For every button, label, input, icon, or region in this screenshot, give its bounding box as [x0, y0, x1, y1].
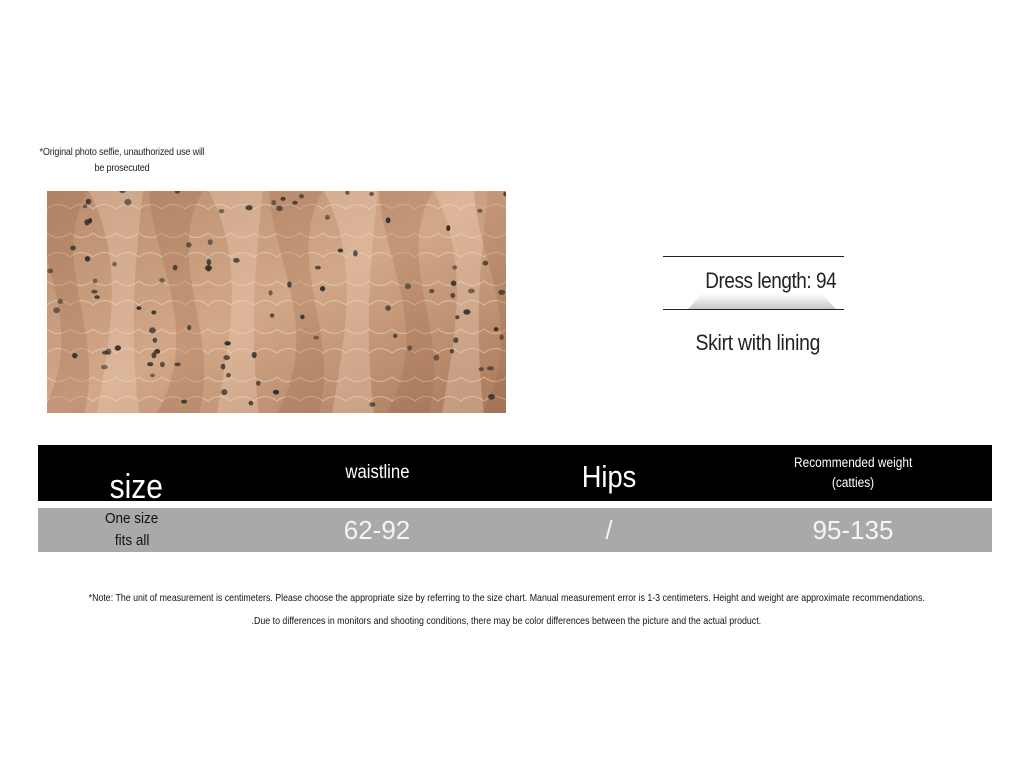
polka-dot: [186, 242, 192, 247]
header-recommended-weight: [753, 445, 953, 501]
polka-dot: [159, 278, 165, 283]
note-color-difference: .Due to differences in monitors and shooting conditions, there may be color differences between the picture and the actual product.: [251, 615, 762, 627]
polka-dot: [300, 315, 304, 320]
polka-dot: [488, 394, 495, 400]
polka-dot: [93, 279, 98, 284]
polka-dot: [175, 363, 181, 367]
polka-dot: [47, 269, 53, 274]
polka-dot: [226, 373, 231, 378]
polka-dot: [273, 390, 279, 395]
polka-dot: [494, 327, 499, 331]
tulle-fabric-image: [47, 191, 506, 413]
polka-dot: [452, 265, 457, 269]
polka-dot: [85, 256, 90, 261]
polka-dot: [270, 313, 274, 317]
polka-dot: [434, 355, 440, 361]
note-measurement: *Note: The unit of measurement is centimeters. Please choose the appropriate size by referring to the size chart. Manual measurement error is 1-3 centimeters. Height and weight are approximate recommendations.: [88, 592, 925, 604]
polka-dot: [463, 309, 470, 314]
polka-dot: [151, 310, 156, 314]
polka-dot: [223, 355, 230, 360]
polka-dot: [450, 293, 455, 298]
skirt-lining-label: Skirt with lining: [695, 330, 821, 355]
polka-dot: [386, 217, 391, 223]
row-waistline: 62-92: [343, 514, 411, 545]
polka-dot: [86, 199, 91, 205]
polka-dot: [150, 374, 155, 378]
row-hips: /: [605, 514, 613, 545]
polka-dot: [281, 197, 286, 201]
polka-dot: [271, 200, 276, 205]
polka-dot: [173, 265, 178, 271]
polka-dot: [94, 295, 99, 299]
fabric-photo: [47, 191, 506, 413]
polka-dot: [479, 367, 484, 371]
header-waistline: waistline: [344, 462, 410, 483]
polka-dot: [453, 337, 458, 343]
polka-dot: [233, 258, 240, 263]
polka-dot: [499, 335, 503, 340]
polka-dot: [451, 281, 457, 287]
polka-dot: [83, 204, 88, 208]
polka-dot: [205, 265, 212, 271]
polka-dot: [88, 218, 92, 224]
polka-dot: [320, 286, 325, 291]
polka-dot: [407, 346, 412, 351]
polka-dot: [353, 250, 358, 256]
polka-dot: [112, 262, 116, 267]
polka-dot: [101, 365, 108, 369]
row-size: [38, 508, 226, 552]
polka-dot: [221, 364, 226, 370]
polka-dot: [160, 362, 165, 367]
dress-length-shadow: [688, 293, 836, 309]
polka-dot: [338, 249, 343, 253]
polka-dot: [72, 353, 77, 358]
polka-dot: [147, 362, 153, 366]
header-hips: Hips: [581, 459, 637, 494]
polka-dot: [269, 290, 273, 295]
polka-dot: [292, 201, 297, 205]
polka-dot: [224, 341, 230, 345]
header-weight-unit: (catties): [831, 475, 875, 490]
row-size-line-1: One size: [105, 510, 159, 527]
polka-dot: [115, 345, 121, 350]
polka-dot: [313, 336, 319, 340]
polka-dot: [446, 225, 450, 231]
polka-dot: [106, 349, 112, 355]
polka-dot: [325, 215, 330, 220]
polka-dot: [154, 349, 160, 354]
photo-caption: *Original photo selfie, unauthorized use will be prosecuted: [39, 146, 205, 174]
size-table-row: [38, 508, 992, 552]
polka-dot: [483, 261, 488, 266]
polka-dot: [221, 389, 227, 395]
polka-dot: [385, 305, 391, 310]
polka-dot: [208, 239, 213, 245]
polka-dot: [181, 400, 187, 404]
polka-dot: [429, 289, 434, 293]
dress-length-label: Dress length: 94: [705, 268, 836, 293]
polka-dot: [498, 290, 505, 295]
polka-dot: [487, 366, 494, 370]
polka-dot: [369, 402, 375, 407]
polka-dot: [58, 299, 63, 304]
polka-dot: [468, 289, 475, 294]
polka-dot: [393, 334, 397, 338]
size-table-header: [38, 445, 992, 506]
polka-dot: [153, 338, 158, 343]
polka-dot: [477, 209, 482, 213]
header-size: size: [109, 467, 163, 506]
polka-dot: [136, 306, 141, 310]
polka-dot: [124, 199, 131, 205]
polka-dot: [369, 192, 374, 196]
polka-dot: [91, 290, 97, 294]
polka-dot: [219, 209, 225, 213]
polka-dot: [246, 205, 253, 210]
dress-length-top-rule: [663, 256, 844, 257]
dress-length-bottom-rule: [663, 309, 844, 310]
polka-dot: [287, 282, 291, 288]
polka-dot: [249, 401, 254, 406]
row-weight: 95-135: [812, 514, 894, 545]
polka-dot: [315, 266, 321, 270]
polka-dot: [455, 315, 459, 319]
polka-dot: [252, 352, 257, 358]
polka-dot: [276, 206, 283, 211]
header-weight-label: Recommended weight: [793, 455, 913, 470]
polka-dot: [256, 381, 260, 386]
polka-dot: [70, 246, 76, 251]
polka-dot: [207, 259, 212, 265]
polka-dot: [299, 194, 304, 199]
polka-dot: [187, 325, 191, 330]
row-size-line-2: fits all: [114, 532, 150, 549]
polka-dot: [405, 283, 411, 289]
polka-dot: [53, 307, 60, 313]
polka-dot: [149, 327, 156, 333]
polka-dot: [450, 349, 454, 354]
